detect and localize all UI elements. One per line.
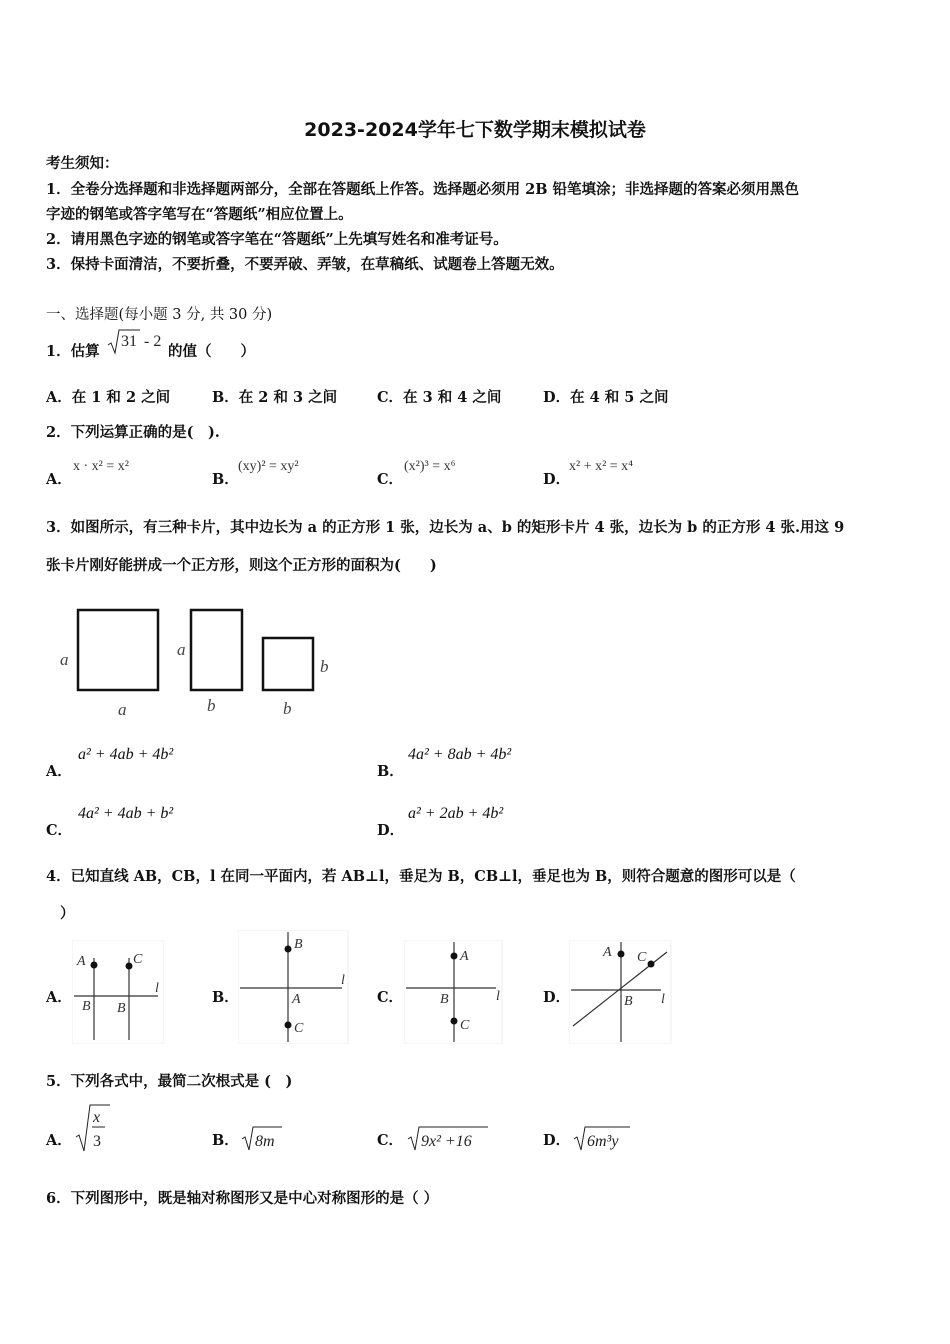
pt-a: A	[292, 992, 301, 1007]
q3-option-a-formula: a² + 4ab + 4b²	[78, 746, 174, 763]
notice-line2: 2．请用黑色字迹的钢笔或答字笔在“答题纸”上先填写姓名和准考证号。	[46, 231, 508, 248]
q5-a-denominator: 3	[93, 1133, 101, 1150]
pt-b: B	[440, 992, 449, 1007]
q1-suffix: 的值（ ）	[168, 343, 255, 360]
pt-b: B	[624, 994, 633, 1009]
label-b-right: b	[320, 657, 329, 676]
q3-cards-figure	[50, 600, 350, 725]
q5-option-c-formula	[406, 1124, 490, 1152]
q5-text: 5．下列各式中，最简二次根式是 ( )	[46, 1073, 293, 1090]
label-a-rect: a	[177, 640, 186, 659]
q3-line2: 张卡片刚好能拼成一个正方形，则这个正方形的面积为( )	[46, 557, 437, 574]
line-l: l	[155, 981, 159, 996]
pt-b1: B	[82, 999, 91, 1014]
pt-b2: B	[117, 1001, 126, 1016]
q4-figure-b	[238, 930, 350, 1044]
pt-c: C	[460, 1018, 470, 1033]
q3-option-c-label[interactable]: C．	[46, 822, 73, 839]
q1-prefix: 1．估算	[46, 343, 100, 360]
q4-option-a-label[interactable]: A．	[46, 989, 72, 1006]
notice-line1b: 字迹的钢笔或答字笔写在“答题纸”相应位置上。	[46, 206, 353, 223]
section-heading: 一、选择题(每小题 3 分, 共 30 分)	[46, 307, 273, 323]
page-title: 2023-2024学年七下数学期末模拟试卷	[304, 119, 646, 141]
q2-option-b-label[interactable]: B．	[212, 471, 239, 488]
card-square-a	[78, 610, 158, 690]
q2-option-c-formula: (x²)³ = x⁶	[404, 459, 456, 474]
q1-radicand: 31	[121, 333, 137, 350]
q5-b-radicand: 8m	[255, 1133, 275, 1150]
notice-line3: 3．保持卡面清洁，不要折叠，不要弄破、弄皱，在草稿纸、试题卷上答题无效。	[46, 256, 564, 273]
q4-option-c-label[interactable]: C．	[377, 989, 404, 1006]
q5-option-b-label[interactable]: B．	[212, 1132, 239, 1149]
line-l: l	[496, 989, 500, 1004]
q5-option-b-formula	[240, 1124, 284, 1152]
label-b-bottom: b	[283, 699, 292, 718]
notice-line1: 1．全卷分选择题和非选择题两部分，全部在答题纸上作答。选择题必须用 2B 铅笔填涂；非选择题的答案必须用黑色	[46, 181, 800, 198]
q6-text: 6．下列图形中，既是轴对称图形又是中心对称图形的是（ ）	[46, 1190, 439, 1207]
q1-minus: - 2	[144, 333, 162, 350]
q3-option-d-label[interactable]: D．	[377, 822, 405, 839]
q2-text: 2．下列运算正确的是( ).	[46, 424, 220, 441]
pt-a: A	[603, 945, 612, 960]
q4-figure-d	[569, 940, 673, 1044]
line-l: l	[341, 973, 345, 988]
q5-option-d-formula	[572, 1124, 632, 1152]
q5-a-numerator: x	[93, 1109, 101, 1126]
q3-option-c-formula: 4a² + 4ab + b²	[78, 805, 174, 822]
line-l: l	[661, 992, 665, 1007]
q5-option-a-label[interactable]: A．	[46, 1132, 72, 1149]
pt-a: A	[460, 949, 469, 964]
q1-option-d[interactable]: D．在 4 和 5 之间	[543, 389, 669, 406]
q5-c-radicand: 9x² +16	[421, 1133, 472, 1150]
q2-option-d-label[interactable]: D．	[543, 471, 571, 488]
pt-c: C	[637, 950, 647, 965]
q3-option-a-label[interactable]: A．	[46, 763, 72, 780]
pt-a: A	[77, 954, 86, 969]
label-a-left: a	[60, 650, 69, 669]
q2-option-d-formula: x² + x² = x⁴	[569, 459, 634, 474]
pt-c: C	[133, 952, 143, 967]
q2-option-a-label[interactable]: A．	[46, 471, 72, 488]
notice-heading: 考生须知：	[46, 155, 119, 172]
q5-option-a-formula	[74, 1103, 114, 1155]
label-a-bottom: a	[118, 700, 127, 719]
q4-line2: ）	[60, 905, 75, 922]
pt-c: C	[294, 1021, 304, 1036]
q4-option-d-label[interactable]: D．	[543, 989, 571, 1006]
label-b-rect: b	[207, 696, 216, 715]
q1-option-b[interactable]: B．在 2 和 3 之间	[212, 389, 338, 406]
q4-option-b-label[interactable]: B．	[212, 989, 239, 1006]
q5-d-radicand: 6m³y	[587, 1133, 619, 1150]
q5-option-c-label[interactable]: C．	[377, 1132, 404, 1149]
q3-line1: 3．如图所示，有三种卡片，其中边长为 a 的正方形 1 张，边长为 a、b 的矩形卡片 4 张，边长为 b 的正方形 4 张.用这 9	[46, 519, 845, 536]
q1-option-c[interactable]: C．在 3 和 4 之间	[377, 389, 502, 406]
q1-option-a[interactable]: A．在 1 和 2 之间	[46, 389, 171, 406]
card-rect-ab	[191, 610, 242, 690]
card-square-b	[263, 638, 313, 690]
q2-option-a-formula: x · x² = x²	[73, 459, 129, 474]
q1-sqrt-expression	[106, 327, 168, 357]
q4-figure-a	[72, 940, 164, 1044]
q3-option-b-label[interactable]: B．	[377, 763, 404, 780]
q3-option-b-formula: 4a² + 8ab + 4b²	[408, 746, 512, 763]
q2-option-b-formula: (xy)² = xy²	[238, 459, 299, 474]
q3-option-d-formula: a² + 2ab + 4b²	[408, 805, 504, 822]
pt-b: B	[294, 937, 303, 952]
q2-option-c-label[interactable]: C．	[377, 471, 404, 488]
q5-option-d-label[interactable]: D．	[543, 1132, 571, 1149]
q4-line1: 4．已知直线 AB，CB，l 在同一平面内，若 AB⊥l，垂足为 B，CB⊥l，垂足也为 B，则符合题意的图形可以是（	[46, 868, 796, 885]
q4-figure-c	[404, 940, 504, 1044]
